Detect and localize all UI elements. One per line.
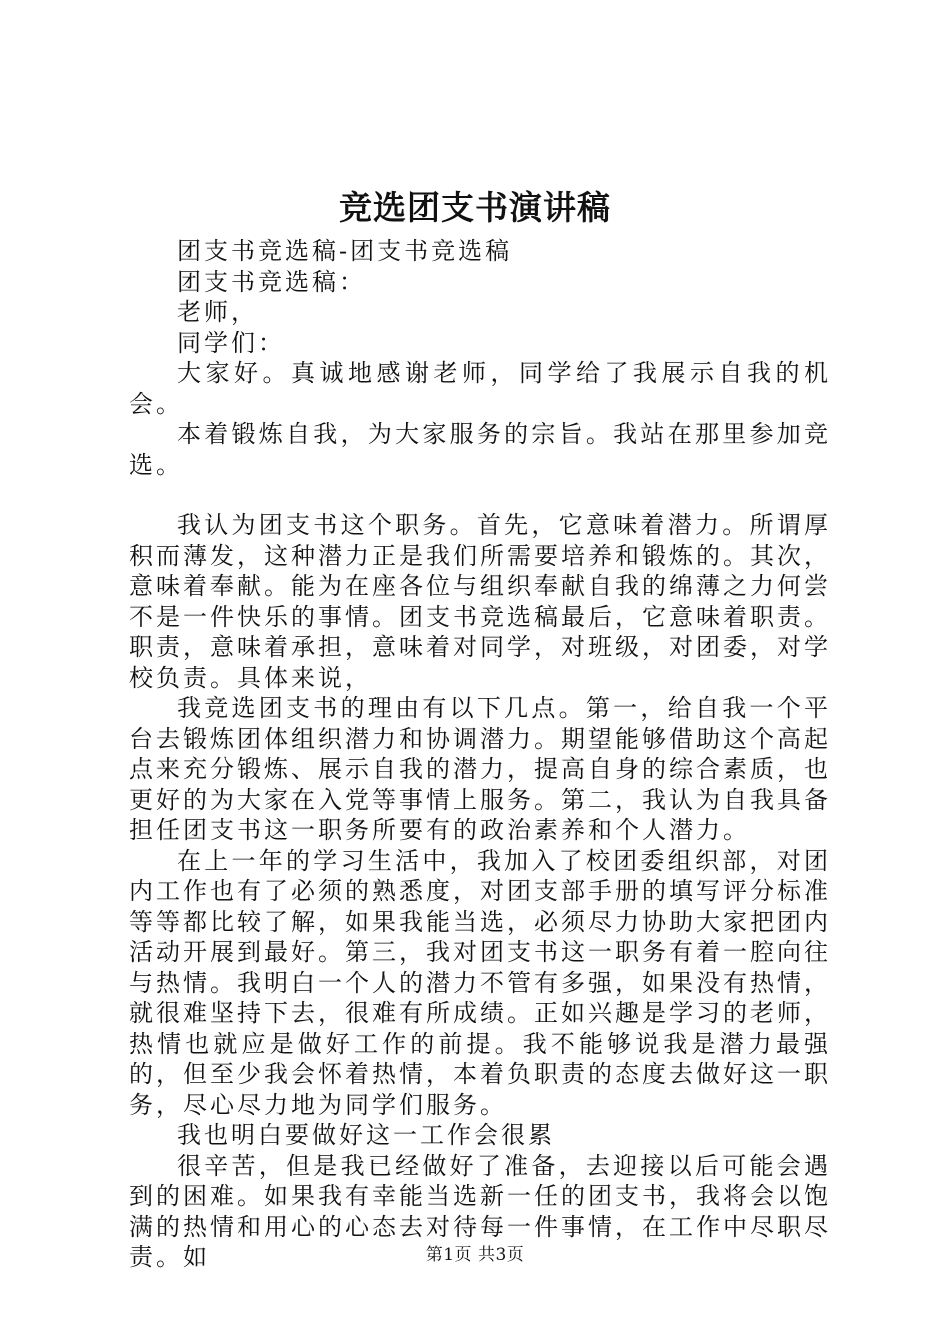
paragraph-reasons: 我竞选团支书的理由有以下几点。第一，给自我一个平台去锻炼团体组织潜力和协调潜力。期望能够借助这个高起点来充分锻炼、展示自我的潜力，提高自身的综合素质，也更好的为大家在入党等事情上服务。第二，我认为自我具备担任团支书这一职务所要有的政治素养和个人潜力。 [129,694,831,844]
paragraph-greeting: 大家好。真诚地感谢老师，同学给了我展示自我的机会。 [129,359,831,418]
paragraph-subtitle: 团支书竞选稿-团支书竞选稿 [177,237,513,265]
page-number: 第1页 共3页 [425,1245,525,1265]
paragraph-hardship: 我也明白要做好这一工作会很累 [177,1121,555,1149]
paragraph-purpose: 本着锻炼自我，为大家服务的宗旨。我站在那里参加竞选。 [129,420,831,479]
paragraph-meaning: 我认为团支书这个职务。首先，它意味着潜力。所谓厚积而薄发，这种潜力正是我们所需要培养和锻炼的。其次，意味着奉献。能为在座各位与组织奉献自我的绵薄之力何尝不是一件快乐的事情。团支书竞选稿最后，它意味着职责。职责，意味着承担，意味着对同学，对班级，对团委，对学校负责。具体来说， [129,511,831,692]
salutation-teacher: 老师， [177,298,258,326]
paragraph-commitment: 很辛苦，但是我已经做好了准备，去迎接以后可能会遇到的困难。如果我有幸能当选新一任的团支书，我将会以饱满的热情和用心的心态去对待每一件事情，在工作中尽职尽责。如 [129,1151,831,1271]
document-body [129,236,831,1273]
paragraph-experience: 在上一年的学习生活中，我加入了校团委组织部，对团内工作也有了必须的熟悉度，对团支部手册的填写评分标准等等都比较了解，如果我能当选，必须尽力协助大家把团内活动开展到最好。第三，我对团支书这一职务有着一腔向往与热情。我明白一个人的潜力不管有多强，如果没有热情，就很难坚持下去，很难有所成绩。正如兴趣是学习的老师，热情也就应是做好工作的前提。我不能够说我是潜力最强的，但至少我会怀着热情，本着负职责的态度去做好这一职务，尽心尽力地为同学们服务。 [129,846,831,1119]
salutation-students: 同学们： [177,328,285,357]
paragraph-heading: 团支书竞选稿： [177,267,366,296]
document-title: 竞选团支书演讲稿 [339,188,611,227]
